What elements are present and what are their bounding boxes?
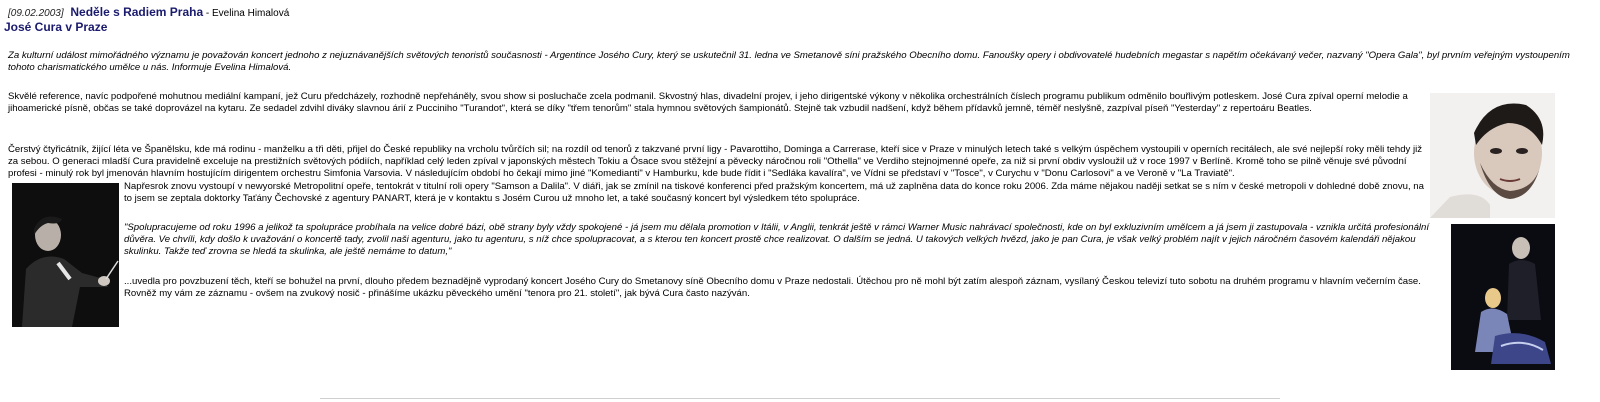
stage-photo <box>1451 224 1555 370</box>
article-author: - Evelina Himalová <box>205 8 290 19</box>
quote-paragraph: "Spolupracujeme od roku 1996 a jelikož ta spolupráce probíhala na velice dobré bázi, obě strany byly vždy spokojené - já jsem mu dělala promotion v Itálii, v Anglii, tenkrát ještě v rámci Warner Music nahrávací společnosti, kde on byl exkluzivním umělcem a já jsem ji zastupovala - vznikla určitá profesionální důvěra. Ve chvíli, kdy došlo k uvažování o koncertě tady, zvolil naši agenturu, jako tu agenturu, s níž chce spolupracovat, a s kterou ten koncert prostě chce realizovat. O dalším se jedná. U takových velkých hvězd, jako je pan Cura, je však velký problém najít v jejich náročném časovém kalendáři nějakou skulinku. Takže teď zrovna se hledá ta skulinka, ale ještě nemáme to datum," <box>124 222 1430 257</box>
conductor-photo <box>12 183 119 327</box>
stage-image <box>1451 224 1555 370</box>
header-line <box>8 6 1588 20</box>
paragraph-3: ...uvedla pro povzbuzení těch, kteří se bohužel na první, dlouho předem beznadějně vyprodaný koncert Josého Cury do Smetanovy síně Obecního domu v Praze nedostali. Útěchou pro ně mohl být zatím alespoň záznam, vysílaný Českou televizí tuto sobotu na druhém programu v hlavním večerním čase. Rovněž my vám ze záznamu - ovšem na zvukový nosič - přinášíme ukázku pěveckého umění "tenora pro 21. století", jak bývá Cura často nazýván. <box>124 276 1421 299</box>
paragraph-2a: Čerstvý čtyřicátník, žijící léta ve Španělsku, kde má rodinu - manželku a tři děti, přijel do České republiky na vrcholu tvůrčích sil; na rozdíl od tenorů z takzvané první ligy - Pavarottiho, Dominga a Carrerase, kteří sice v Praze v minulých letech také s velkým úspěchem vystoupili v operních recitálech, ale své nejlepší roky měli tehdy již za sebou. O generaci mladší Cura pravidelně exceluje na prestižních světových pódiích, například celý leden zpíval v japonských městech Tokiu a Ósace svou stěžejní a pěvecky náročnou roli "Othella" ve Verdiho stejnojmenné opeře, za niž si první obdiv vysloužil už v roce 1997 v Berlíně. Kromě toho se pilně věnuje své původní profesi - minulý rok byl jmenován hlavním hostujícím dirigentem orchestru Simfonia Varsovia. V následujícím období ho čekají mimo jiné "Komedianti" v Hamburku, kde bude řídit i "Sedláka kavalíra", ve Vídni se představí v "Tosce", v Curychu v "Donu Carlosovi" a ve Veroně v "La Traviatě". <box>8 144 1423 179</box>
portrait-image <box>1430 93 1555 218</box>
article-title: José Cura v Praze <box>4 20 108 34</box>
cura-portrait-photo <box>1430 93 1555 218</box>
article-date: [09.02.2003] <box>8 8 64 19</box>
bottom-divider <box>320 398 1280 399</box>
program-link[interactable]: Neděle s Radiem Praha <box>70 5 204 19</box>
conductor-image <box>12 183 119 327</box>
article-lead: Za kulturní událost mimořádného významu je považován koncert jednoho z nejuznávanějších světových tenoristů současnosti - Argentince Josého Cury, který se uskutečnil 31. ledna ve Smetanově síni pražského Obecního domu. Fanoušky opery i obdivovatelé hudebních megastar s napětím očekávaný večer, nazvaný "Opera Gala", byl prvním veřejným vystoupením tohoto charismatického umělce u nás. Informuje Evelina Himalová. <box>8 50 1570 73</box>
article-header <box>4 5 1588 35</box>
paragraph-1: Skvělé reference, navíc podpořené mohutnou mediální kampaní, jež Curu předcházely, rozhodně nepřeháněly, svou show si posluchače zcela podmanil. Skvostný hlas, divadelní projev, i jeho dirigentské výkony v několika orchestrálních číslech programu publikum odměnilo bouřlivým potleskem. José Cura zpíval operní melodie a jihoamerické písně, občas se také doprovázel na kytaru. Ze sedadel zdvihl diváky slavnou árií z Pucciniho "Turandot", která se díky "třem tenorům" stala hymnou světových šampionátů. Stejně tak vzbudil nadšení, když během přídavků jemně, téměř neslyšně, zazpíval píseň "Yesterday" z repertoáru Beatles. <box>8 91 1408 114</box>
paragraph-2b: Napřesrok znovu vystoupí v newyorské Metropolitní opeře, tentokrát v titulní roli opery "Samson a Dalila". V diáři, jak se zmínil na tiskové konferenci před pražským koncertem, má už zaplněna data do konce roku 2006. Zda máme nějakou naději setkat se s ním v české metropoli v dohledné době znovu, na to jsem se zeptala doktorky Taťány Čechovské z agentury PANART, která je v kontaktu s Josém Curou už mnoho let, a také současný koncert byl výsledkem této spolupráce. <box>124 181 1424 204</box>
